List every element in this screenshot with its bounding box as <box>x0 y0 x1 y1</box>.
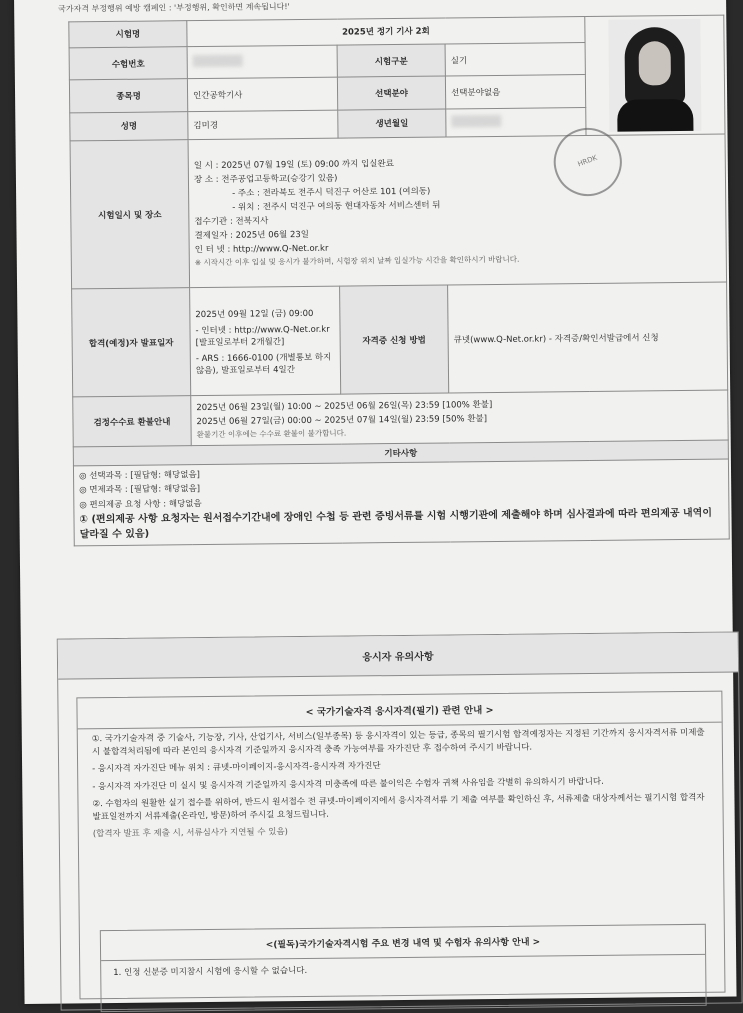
etc-note: ① (편의제공 사항 요청자는 원서접수기간내에 장애인 수첩 등 관련 증빙서류를 시험 시행기관에 제출해야 하며 심사결과에 따라 편의제공 내역이 달라질 수 있음) <box>79 508 713 541</box>
etc-item-selection: ◎ 선택과목 : [필답형: 해당없음] <box>79 470 201 482</box>
changes-guide <box>100 924 707 1012</box>
qualification-guide <box>76 691 725 1000</box>
exam-date: 일 시 : 2025년 07월 19일 (토) 09:00 까지 입실완료 <box>193 159 394 172</box>
label-subject: 종목명 <box>69 79 187 113</box>
exam-name: 2025년 정기 기사 2회 <box>187 17 585 47</box>
etc-item-accommodation: ◎ 편의제공 요청 사항 : 해당없음 <box>79 498 202 511</box>
receiving-agency: 접수기관 : 전북지사 <box>194 216 269 228</box>
refund-period-50: 2025년 06월 27일(금) 00:00 ~ 2025년 07월 14일(월) 23:59 [50% 환불] <box>196 414 488 428</box>
birth-redacted <box>446 107 586 137</box>
label-exam-type: 시험구분 <box>337 44 445 78</box>
etc-cell <box>73 459 729 546</box>
guide-p5: (합격자 발표 후 제출 시, 서류심사가 지연될 수 있음) <box>92 827 289 840</box>
selection: 선택분야없음 <box>445 75 585 109</box>
result-ars: - ARS : 1666-0100 (개별통보 하지 않음), 발표일로부터 4일간 <box>195 352 332 376</box>
label-result-date: 합격(예정)자 발표일자 <box>72 288 191 397</box>
photo-cell <box>585 15 725 135</box>
applicant-photo <box>608 19 701 132</box>
exam-location: - 위치 : 전주시 덕진구 여의동 현대자동차 서비스센터 뒤 <box>232 200 441 213</box>
exam-type: 실기 <box>445 42 585 76</box>
changes-guide-title: <(필독)국가기술자격시험 주요 변경 내역 및 수험자 유의사항 안내 > <box>101 925 705 961</box>
precautions-section <box>57 631 743 1010</box>
subject: 인간공학기사 <box>187 78 337 112</box>
campaign-notice: 국가자격 부정행위 예방 캠페인 : '부정행위, 확인하면 계속됩니다!' <box>58 2 290 14</box>
label-schedule: 시험일시 및 장소 <box>70 140 190 289</box>
admission-ticket <box>14 0 737 1004</box>
changes-item-1: 1. 인정 신분증 미지참시 시험에 응시할 수 없습니다. <box>113 965 308 979</box>
cert-method: 큐넷(www.Q-Net.or.kr) - 자격증/확인서발급에서 신청 <box>448 282 728 393</box>
label-exam-number: 수험번호 <box>69 47 187 81</box>
exam-info-table <box>68 15 729 547</box>
refund-period-100: 2025년 06월 23일(월) 10:00 ~ 2025년 06월 26일(목) 23:59 [100% 환불] <box>196 400 493 414</box>
guide-p1: ①. 국가기술자격 중 기술사, 기능장, 기사, 산업기사, 서비스(일부종목) 등 응시자격이 있는 등급, 종목의 필기시험 합격예정자는 지정된 기간까지 응시자격서류 미제출시 불합격처리됨에 따라 본인의 응시자격 기준일까지 응시자격 충족 가능여부를 자가진단 후 접수하여 주시기 바랍니다. <box>91 727 705 758</box>
label-fee-refund: 검정수수료 환불안내 <box>73 396 192 447</box>
label-exam-name: 시험명 <box>69 21 187 48</box>
etc-title: 기타사항 <box>73 440 728 466</box>
guide-p4: ②. 수험자의 원활한 실기 접수를 위하여, 반드시 원서접수 전 큐넷-마이페이지에서 응시자격서류 기 제출 여부를 확인하신 후, 서류제출 대상자께서는 필기시험 합격자 발표일전까지 서류제출(온라인, 방문)하여 주시길 요청드립니다. <box>92 792 705 823</box>
label-selection: 선택분야 <box>337 76 445 110</box>
entry-warning: ※ 시작시간 이후 입실 및 응시가 불가하며, 시험장 위치 날짜 입실가능 시간을 확인하시기 바랍니다. <box>194 254 520 268</box>
refund-cell <box>191 390 728 446</box>
exam-address: - 주소 : 전라북도 전주시 덕진구 어산로 101 (여의동) <box>232 186 431 199</box>
guide-p3: - 응시자격 자가진단 미 실시 및 응시자격 기준일까지 응시자격 미충족에 따른 불이익은 수험자 귀책 사유임을 각별히 유의하시기 바랍니다. <box>92 776 604 792</box>
official-stamp: HRDK <box>544 118 632 206</box>
result-internet: - 인터넷 : http://www.Q-Net.or.kr [발표일로부터 2개월간] <box>195 324 330 348</box>
schedule-cell <box>188 134 727 288</box>
payment-date: 결제일자 : 2025년 06월 23일 <box>194 229 310 242</box>
guide-p2: - 응시자격 자가진단 메뉴 위치 : 큐넷-마이페이지-응시자격-응시자격 자가진단 <box>92 761 381 775</box>
label-birth: 생년월일 <box>338 109 446 138</box>
result-cell <box>190 286 341 396</box>
precautions-title: 응시자 유의사항 <box>58 632 738 679</box>
applicant-name: 김미경 <box>188 110 338 140</box>
label-cert-method: 자격증 신청 방법 <box>340 285 449 394</box>
exam-number-redacted <box>187 45 337 79</box>
qualification-guide-title: < 국가기술자격 응시자격(필기) 관련 안내 > <box>77 692 721 730</box>
result-date: 2025년 09월 12일 (금) 09:00 <box>195 308 314 320</box>
exam-place: 장 소 : 전주공업고등학교(승강기 있음) <box>193 173 338 186</box>
label-name: 성명 <box>70 112 188 141</box>
internet-url: 인 터 넷 : http://www.Q-Net.or.kr <box>194 243 329 256</box>
refund-note: 환불기간 이후에는 수수료 환불이 불가합니다. <box>196 428 347 440</box>
etc-item-exemption: ◎ 면제과목 : [필답형: 해당없음] <box>79 484 201 496</box>
